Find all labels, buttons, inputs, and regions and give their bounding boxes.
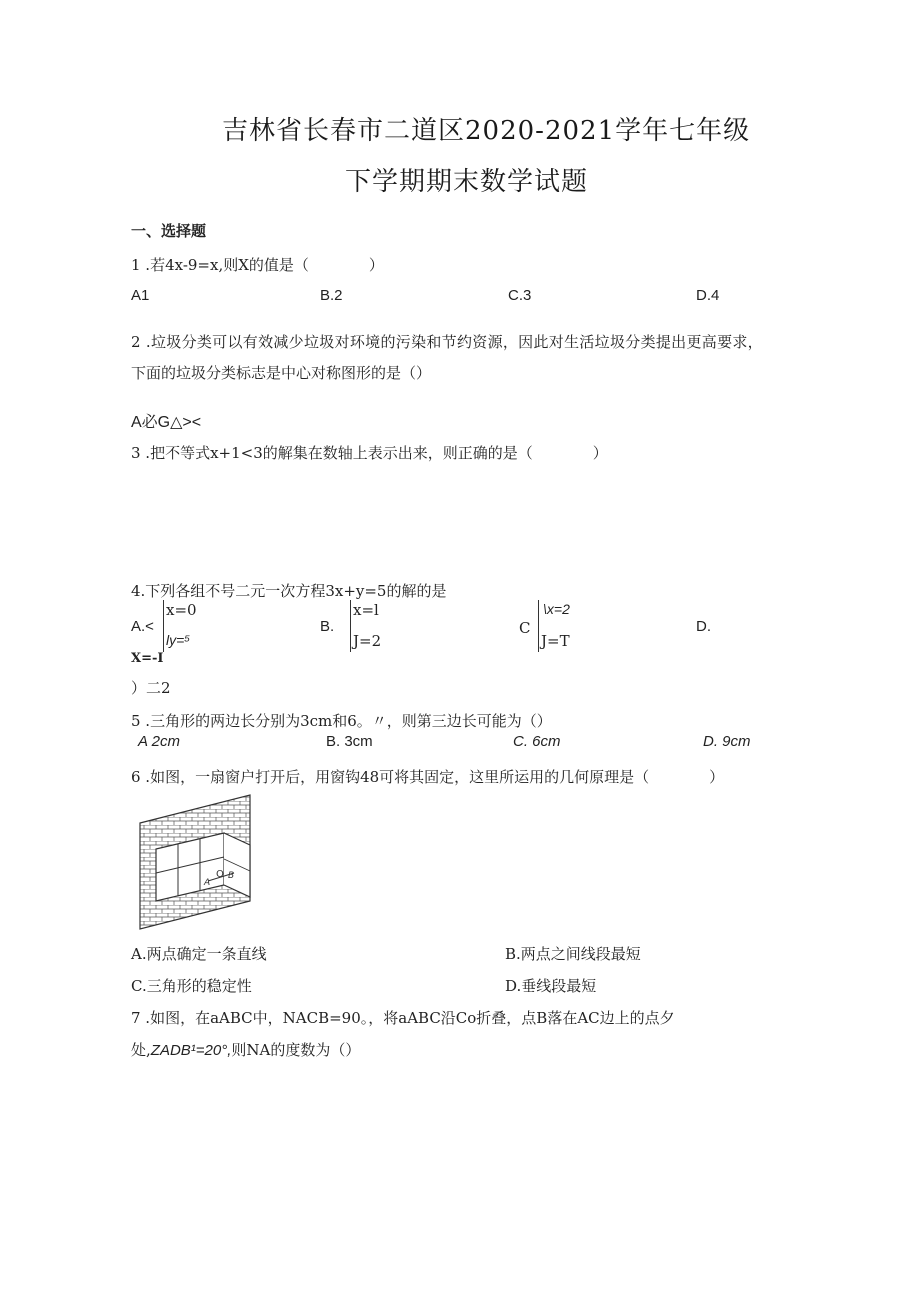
question-2-options: A必G△><	[131, 414, 202, 431]
question-2-stem-line1: 2 .垃圾分类可以有效减少垃圾对环境的污染和节约资源，因此对生活垃圾分类提出更高要求，	[131, 333, 763, 351]
question-2-stem-line2: 下面的垃圾分类标志是中心对称图形的是（）	[131, 364, 432, 382]
question-7-line2-part-c: 则NA的度数为（）	[231, 1041, 361, 1059]
figure-label-o: O	[216, 869, 224, 880]
question-1-option-c: C.3	[508, 287, 532, 304]
question-5-option-d: D. 9cm	[703, 733, 751, 750]
question-7-line2-angle: ZADB¹=20°,	[150, 1042, 232, 1059]
question-4-option-a-top: x=0	[166, 601, 197, 619]
question-4-option-b-bottom: J=2	[353, 632, 382, 650]
question-4-option-c-bottom: J=T	[541, 632, 570, 650]
question-5-option-c: C. 6cm	[513, 733, 561, 750]
question-5-stem: 5 .三角形的两边长分别为3cm和6。〃，则第三边长可能为（）	[131, 712, 552, 730]
page-title-line1: 吉林省长春市二道区2020-2021学年七年级	[222, 116, 751, 146]
figure-label-a: A	[204, 878, 211, 888]
question-6-option-d: D.垂线段最短	[505, 977, 597, 995]
question-4-option-b-brace	[350, 600, 351, 652]
question-1-option-d: D.4	[696, 287, 720, 304]
question-6-option-a: A.两点确定一条直线	[131, 945, 267, 963]
question-3-stem: 3 .把不等式x+1<3的解集在数轴上表示出来，则正确的是（ ）	[131, 444, 608, 462]
question-4-stem: 4.下列各组不号二元一次方程3x+y=5的解的是	[131, 582, 447, 600]
window-figure	[138, 793, 258, 933]
page-title-line2: 下学期期末数学试题	[345, 167, 589, 197]
question-4-option-d-line2: ）二2	[131, 679, 171, 697]
question-4-option-a-label: A.<	[131, 618, 154, 635]
question-1-stem: 1 .若4x-9=x,则X的值是（ ）	[131, 256, 384, 274]
question-1-option-b: B.2	[320, 287, 343, 304]
question-4-option-c-brace	[538, 600, 539, 652]
question-6-option-b: B.两点之间线段最短	[505, 945, 641, 963]
question-7-stem-line1: 7 .如图，在aABC中，NACB=90。，将aABC沿Co折叠，点B落在AC边上的点夕	[131, 1009, 675, 1027]
question-4-option-a-brace	[163, 600, 164, 652]
question-6-option-c: C.三角形的稳定性	[131, 977, 252, 995]
question-6-stem: 6 .如图，一扇窗户打开后，用窗钩48可将其固定，这里所运用的几何原理是（ ）	[131, 768, 725, 786]
question-4-option-b-label: B.	[320, 618, 335, 635]
question-4-option-d-line1: X=-I	[131, 651, 164, 666]
question-5-option-b: B. 3cm	[326, 733, 373, 750]
section-heading: 一、选择题	[131, 222, 207, 240]
question-7-line2-part-a: 处,	[131, 1041, 151, 1059]
question-1-option-a: A1	[131, 287, 150, 304]
question-4-option-c-label: C	[519, 619, 531, 637]
question-4-option-d-label: D.	[696, 618, 711, 635]
figure-label-b: B	[228, 871, 235, 881]
question-5-option-a: A 2cm	[138, 733, 180, 750]
question-4-option-b-top: x=l	[353, 601, 379, 619]
question-4-option-a-bottom: ly=⁵	[166, 632, 191, 648]
question-7-stem-line2	[131, 1039, 360, 1060]
question-4-option-c-top: \x=2	[543, 601, 570, 617]
